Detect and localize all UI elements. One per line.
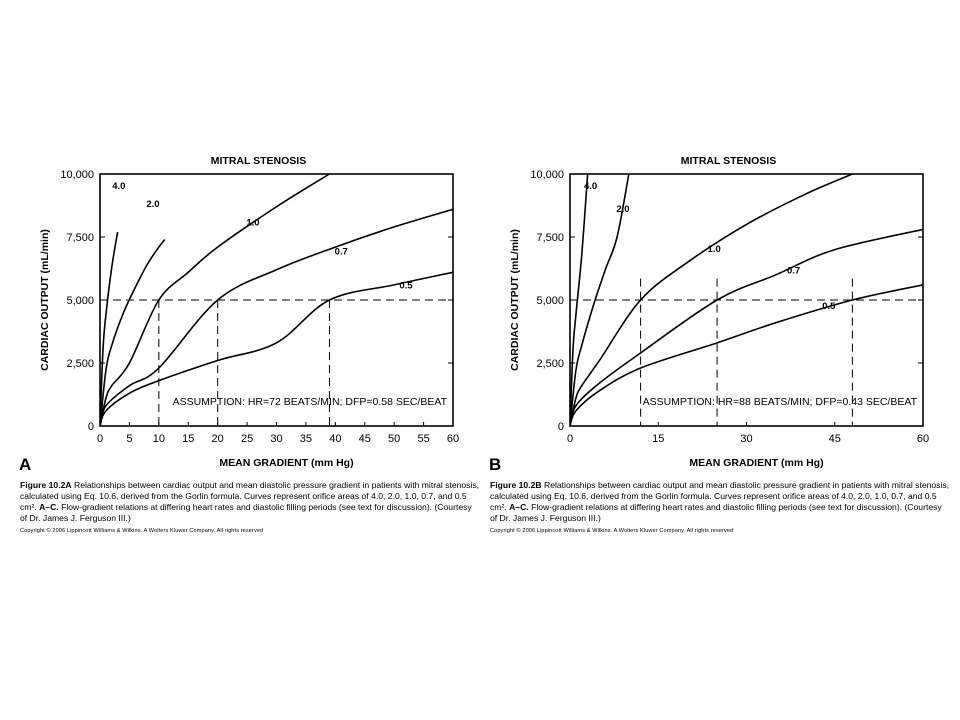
- y-tick-label: 0: [557, 421, 564, 433]
- copyright-b: Copyright © 2006 Lippincott Williams & Wilkins. A Wolters Kluwer Company. All rights reserved: [490, 528, 734, 534]
- chart-a: [15, 150, 485, 474]
- x-tick-label: 35: [299, 433, 313, 445]
- series-label-4-0: 4.0: [112, 181, 126, 193]
- x-axis-label: MEAN GRADIENT (mm Hg): [219, 457, 354, 469]
- figure-panel-a: [15, 150, 485, 540]
- x-tick-label: 60: [916, 433, 930, 445]
- x-tick-label: 20: [211, 433, 224, 445]
- series-label-1-0: 1.0: [246, 217, 260, 229]
- caption-figure-label: Figure 10.2B: [490, 480, 542, 490]
- x-tick-label: 50: [388, 433, 401, 445]
- caption-text: Relationships between cardiac output and mean diastolic pressure gradient in patients with mitral stenosis, calculated using Eq. 10.6, derived from the Gorlin formula. Curves represent orifice areas of 4.0, 2.0, 1.0, 0.7, and 0.5 cm².: [490, 480, 950, 512]
- assumption-annotation: ASSUMPTION: HR=88 BEATS/MIN; DFP=0.43 SEC/BEAT: [642, 396, 917, 408]
- series-line-0-7: [100, 209, 453, 426]
- x-tick-label: 30: [740, 433, 753, 445]
- chart-title: MITRAL STENOSIS: [210, 155, 307, 167]
- series-label-0-7: 0.7: [334, 246, 348, 258]
- y-tick-label: 7,500: [536, 232, 564, 244]
- caption-bold: A–C.: [39, 502, 59, 512]
- x-tick-label: 45: [828, 433, 841, 445]
- series-line-2-0: [100, 240, 165, 426]
- y-tick-label: 0: [87, 421, 94, 433]
- caption-bold: A–C.: [509, 502, 529, 512]
- caption-text-2: Flow-gradient relations at differing heart rates and diastolic filling periods (see text for discussion). (Courtesy of Dr. James J. Ferguson III.): [490, 502, 942, 523]
- panel-letter: B: [489, 455, 502, 474]
- x-tick-label: 0: [96, 433, 104, 445]
- y-axis-label: CARDIAC OUTPUT (mL/min): [39, 229, 51, 371]
- y-tick-label: 5,000: [66, 295, 94, 307]
- x-tick-label: 40: [329, 433, 342, 445]
- caption-text-2: Flow-gradient relations at differing heart rates and diastolic filling periods (see text for discussion). (Courtesy of Dr. James J. Ferguson III.): [20, 502, 472, 523]
- series-label-1-0: 1.0: [707, 244, 721, 256]
- x-axis-label: MEAN GRADIENT (mm Hg): [689, 457, 824, 469]
- chart-title: MITRAL STENOSIS: [680, 155, 777, 167]
- copyright-a: Copyright © 2006 Lippincott Williams & Wilkins. A Wolters Kluwer Company. All rights reserved: [20, 528, 264, 534]
- x-tick-label: 60: [446, 433, 460, 445]
- x-tick-label: 55: [417, 433, 430, 445]
- x-tick-label: 10: [152, 433, 165, 445]
- series-label-2-0: 2.0: [616, 203, 630, 215]
- figure-caption-b: [490, 480, 950, 524]
- x-tick-label: 15: [182, 433, 195, 445]
- caption-text: Relationships between cardiac output and mean diastolic pressure gradient in patients with mitral stenosis, calculated using Eq. 10.6, derived from the Gorlin formula. Curves represent orifice areas of 4.0, 2.0, 1.0, 0.7, and 0.5 cm².: [20, 480, 480, 512]
- chart-b: [485, 150, 955, 474]
- series-label-0-7: 0.7: [786, 265, 801, 277]
- series-label-4-0: 4.0: [583, 181, 598, 193]
- y-tick-label: 7,500: [66, 232, 94, 244]
- caption-figure-label: Figure 10.2A: [20, 480, 72, 490]
- x-tick-label: 25: [240, 433, 254, 445]
- x-tick-label: 0: [566, 433, 574, 445]
- y-tick-label: 5,000: [536, 295, 564, 307]
- y-tick-label: 2,500: [536, 358, 564, 370]
- series-label-0-5: 0.5: [399, 280, 413, 292]
- y-tick-label: 2,500: [66, 358, 94, 370]
- x-tick-label: 30: [270, 433, 283, 445]
- figure-panel-b: [485, 150, 955, 540]
- y-tick-label: 10,000: [60, 169, 94, 181]
- figure-caption-a: [20, 480, 480, 524]
- x-tick-label: 15: [652, 433, 665, 445]
- y-tick-label: 10,000: [530, 169, 564, 181]
- series-label-2-0: 2.0: [146, 198, 160, 210]
- panel-letter: A: [19, 455, 32, 474]
- x-tick-label: 45: [358, 433, 371, 445]
- y-axis-label: CARDIAC OUTPUT (mL/min): [509, 229, 521, 371]
- assumption-annotation: ASSUMPTION: HR=72 BEATS/MIN; DFP=0.58 SEC/BEAT: [172, 396, 447, 408]
- x-tick-label: 5: [126, 433, 133, 445]
- series-label-0-5: 0.5: [822, 300, 836, 312]
